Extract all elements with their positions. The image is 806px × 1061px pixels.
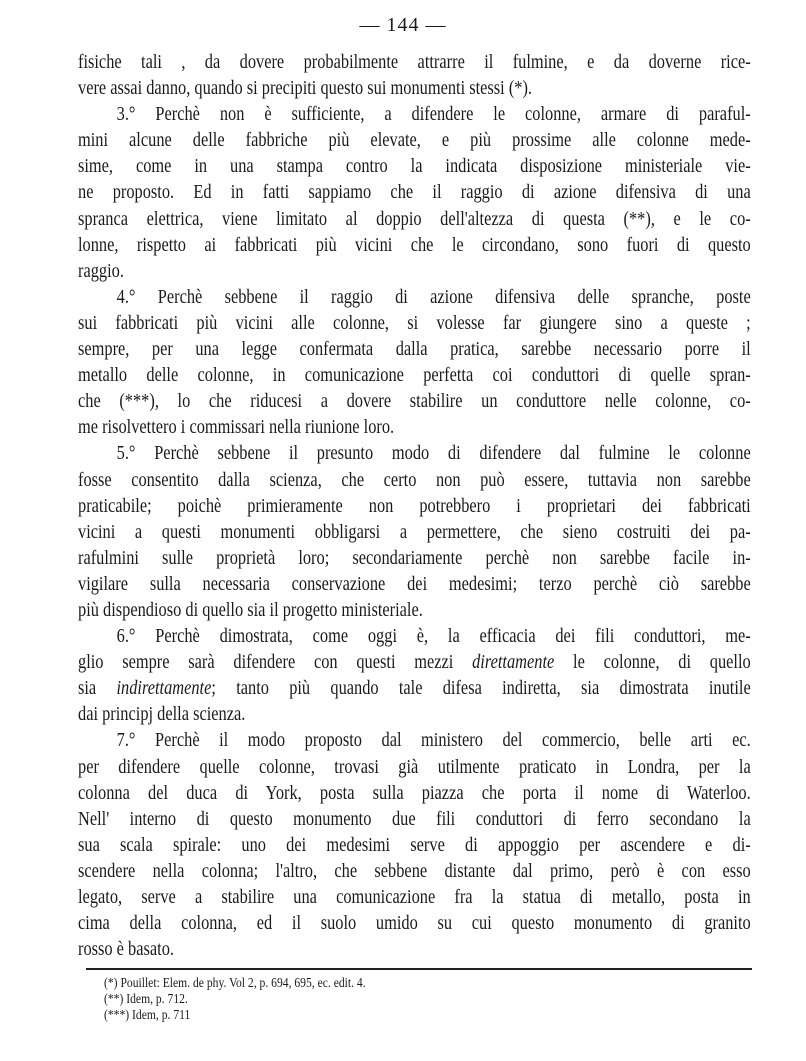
body-text	[78, 50, 751, 963]
text-line: rafulmini sulle proprietà loro; secondariamente perchè non sarebbe facile in-	[78, 547, 751, 569]
text-line: ne proposto. Ed in fatti sappiamo che il raggio di azione difensiva di una	[78, 182, 751, 204]
text-line: sempre, per una legge confermata dalla pratica, sarebbe necessario porre il	[78, 339, 751, 361]
text-line: 6.° Perchè dimostrata, come oggi è, la efficacia dei fili conduttori, me-	[116, 626, 751, 648]
text-line: colonna del duca di York, posta sulla piazza che porta il nome di Waterloo.	[78, 782, 751, 804]
text-line: legato, serve a stabilire una comunicazione fra la statua di metallo, posta in	[78, 887, 751, 908]
text-line: dai principj della scienza.	[78, 704, 246, 726]
page-number: — 144 —	[359, 14, 447, 36]
footnote: (**) Idem, p. 712.	[104, 991, 188, 1006]
text-line: mini alcune delle fabbriche più elevate, e più prossime alle colonne mede-	[78, 130, 751, 152]
text-line: vicini a questi monumenti obbligarsi a permettere, che sieno costruiti dei pa-	[78, 521, 751, 543]
footnote: (*) Pouillet: Elem. de phy. Vol 2, p. 694, 695, ec. edit. 4.	[104, 975, 366, 990]
footnotes	[104, 975, 408, 1023]
text-line: 7.° Perchè il modo proposto dal ministero del commercio, belle arti ec.	[116, 730, 751, 752]
text-line: me risolvettero i commissari nella riunione loro.	[78, 417, 395, 439]
emphasis: direttamente	[472, 652, 555, 674]
text-line: scendere nella colonna; l'altro, che sebbene distante dal primo, però è con esso	[78, 860, 751, 882]
paragraph	[78, 50, 751, 102]
text-line: per difendere quelle colonne, trovasi già utilmente praticato in Londra, per la	[78, 756, 751, 778]
text-line: che (***), lo che riducesi a dovere stabilire un conduttore nelle colonne, co-	[78, 391, 751, 413]
footnote: (***) Idem, p. 711	[104, 1007, 191, 1022]
text-line: vigilare sulla necessaria conservazione dei medesimi; terzo perchè ciò sarebbe	[78, 573, 751, 595]
text-line: glio sempre sarà difendere con questi mezzi direttamente le colonne, di quello	[78, 652, 751, 674]
text-line: sia indirettamente; tanto più quando tale difesa indiretta, sia dimostrata inutile	[78, 678, 751, 700]
text-line: cima della colonna, ed il suolo umido su cui questo monumento di granito	[78, 913, 751, 935]
paragraph	[78, 624, 751, 728]
text-line: 3.° Perchè non è sufficiente, a difendere le colonne, armare di paraful-	[116, 104, 751, 126]
text-line: 5.° Perchè sebbene il presunto modo di difendere dal fulmine le colonne	[116, 443, 751, 465]
text-line: sime, come in una stampa contro la indicata disposizione ministeriale vie-	[78, 156, 751, 178]
text-line: sui fabbricati più vicini alle colonne, si volesse far giungere sino a queste ;	[78, 312, 751, 334]
paragraph	[78, 441, 751, 624]
text-line: fisiche tali , da dovere probabilmente attrarre il fulmine, e da doverne rice-	[78, 52, 751, 73]
paragraph	[78, 102, 751, 285]
emphasis: indirettamente	[116, 678, 212, 700]
text-line: raggio.	[78, 260, 124, 282]
text-line: vere assai danno, quando si precipiti questo sui monumenti stessi (*).	[78, 78, 533, 100]
footnote-rule	[86, 968, 752, 970]
text-line: 4.° Perchè sebbene il raggio di azione difensiva delle spranche, poste	[116, 286, 751, 308]
text-line: lonne, rispetto ai fabbricati più vicini che le circondano, sono fuori di questo	[78, 234, 751, 256]
text-line: fosse consentito dalla scienza, che certo non può essere, tuttavia non sarebbe	[78, 469, 751, 491]
text-line: sua scala spirale: uno dei medesimi serve di appoggio per ascendere e di-	[78, 834, 751, 856]
text-line: metallo delle colonne, in comunicazione perfetta coi conduttori di quelle spran-	[78, 365, 751, 387]
text-line: praticabile; poichè primieramente non potrebbero i proprietari dei fabbricati	[78, 495, 751, 517]
paragraph	[78, 728, 751, 963]
paragraph	[78, 285, 751, 442]
text-line: più dispendioso di quello sia il progetto ministeriale.	[78, 599, 423, 621]
text-line: Nell' interno di questo monumento due fili conduttori di ferro secondano la	[78, 808, 751, 830]
text-line: rosso è basato.	[78, 939, 174, 961]
text-line: spranca elettrica, viene limitato al doppio dell'altezza di questa (**), e le co-	[78, 208, 751, 230]
